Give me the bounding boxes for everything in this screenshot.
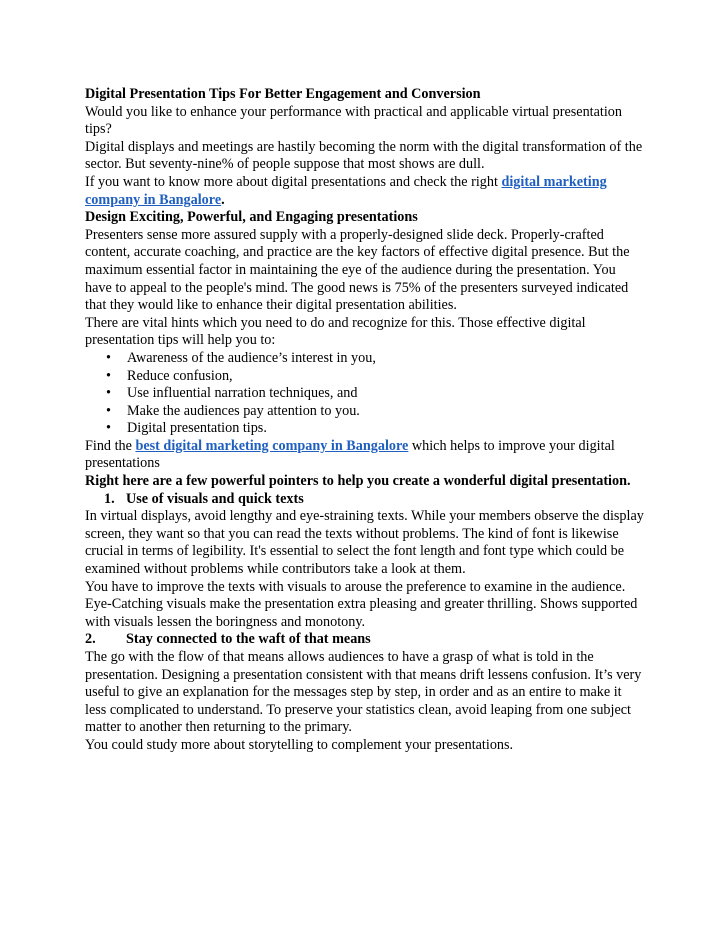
item-number: 1.	[104, 490, 115, 507]
bullet-icon: •	[106, 420, 111, 437]
intro-text-before-link: If you want to know more about digital presentations and check the right	[85, 173, 502, 190]
hints-paragraph: There are vital hints which you need to do and recognize for this. Those effective digital presentation tips will help you to:	[85, 314, 586, 349]
storytelling-paragraph: You could study more about storytelling to complement your presentations.	[85, 736, 514, 753]
intro-text-after-link: .	[221, 191, 225, 208]
section-heading-design: Design Exciting, Powerful, and Engaging presentations	[85, 209, 418, 226]
flow-paragraph: The go with the flow of that means allows audiences to have a grasp of what is told in the presentation. Designing a presentation consistent with that means drift lessens confusion. It’s very useful to give an explanation for the messages step by step, in order and as an entire to make it less complicated to understand. To preserve your statistics clean, avoid leaping from one subject matter to another then returning to the primary.	[85, 649, 642, 736]
bullet-icon: •	[106, 349, 111, 366]
list-item-text: Digital presentation tips.	[127, 420, 267, 437]
section-heading-pointers: Right here are a few powerful pointers to help you create a wonderful digital presentation.	[85, 473, 631, 490]
list-item	[106, 385, 645, 403]
tips-bullet-list	[85, 350, 645, 438]
bullet-icon: •	[106, 367, 111, 384]
bullet-icon: •	[106, 385, 111, 402]
find-text-after-link: which helps to improve your digital presentations	[85, 437, 615, 472]
item-title: Use of visuals and quick texts	[126, 490, 304, 507]
document-title: Digital Presentation Tips For Better Engagement and Conversion	[85, 86, 481, 102]
find-text-before-link: Find the	[85, 437, 136, 454]
intro-paragraph-3	[85, 174, 645, 209]
best-digital-marketing-company-link[interactable]: best digital marketing company in Bangalore	[135, 437, 409, 454]
visuals-paragraph-1: In virtual displays, avoid lengthy and eye-straining texts. While your members observe the display screen, they want so that you can read the texts without problems. The kind of font is likewise crucial in terms of legibility. It's essential to select the font length and font type which could be examined without problems while contributors take a look at them.	[85, 508, 644, 578]
visuals-paragraph-3: Eye-Catching visuals make the presentation extra pleasing and greater thrilling. Shows supported with visuals lessen the boringness and monotony.	[85, 596, 638, 630]
numbered-heading-flow	[85, 631, 645, 649]
design-paragraph: Presenters sense more assured supply with a properly-designed slide deck. Properly-crafted content, accurate coaching, and practice are the key factors of effective digital presence. But the maximum essential factor in maintaining the eye of the audience during the presentation. You have to appeal to the people's mind. The good news is 75% of the presenters surveyed indicated that they would like to enhance their digital presentation abilities.	[85, 226, 630, 314]
intro-paragraph-1: Would you like to enhance your performance with practical and applicable virtual presentation tips?	[85, 103, 622, 138]
intro-paragraph-2: Digital displays and meetings are hastily becoming the norm with the digital transformation of the sector. But seventy-nine% of people suppose that most shows are dull.	[85, 138, 643, 173]
list-item	[106, 402, 645, 421]
list-item-text: Make the audiences pay attention to you.	[127, 402, 360, 419]
numbered-heading-visuals	[85, 491, 645, 509]
visuals-paragraph-2: You have to improve the texts with visuals to arouse the preference to examine in the audience.	[85, 578, 626, 595]
list-item-text: Awareness of the audience’s interest in you,	[127, 349, 376, 366]
list-item	[106, 349, 645, 368]
list-item-text: Reduce confusion,	[127, 367, 233, 384]
find-company-paragraph	[85, 438, 645, 473]
list-item	[106, 367, 645, 386]
list-item-text: Use influential narration techniques, and	[127, 385, 358, 402]
item-title: Stay connected to the waft of that means	[126, 631, 371, 648]
bullet-icon: •	[106, 402, 111, 419]
document-page	[85, 86, 645, 755]
item-number: 2.	[85, 631, 96, 648]
list-item	[106, 420, 645, 438]
digital-marketing-company-link[interactable]: digital marketing company in Bangalore	[85, 173, 607, 208]
